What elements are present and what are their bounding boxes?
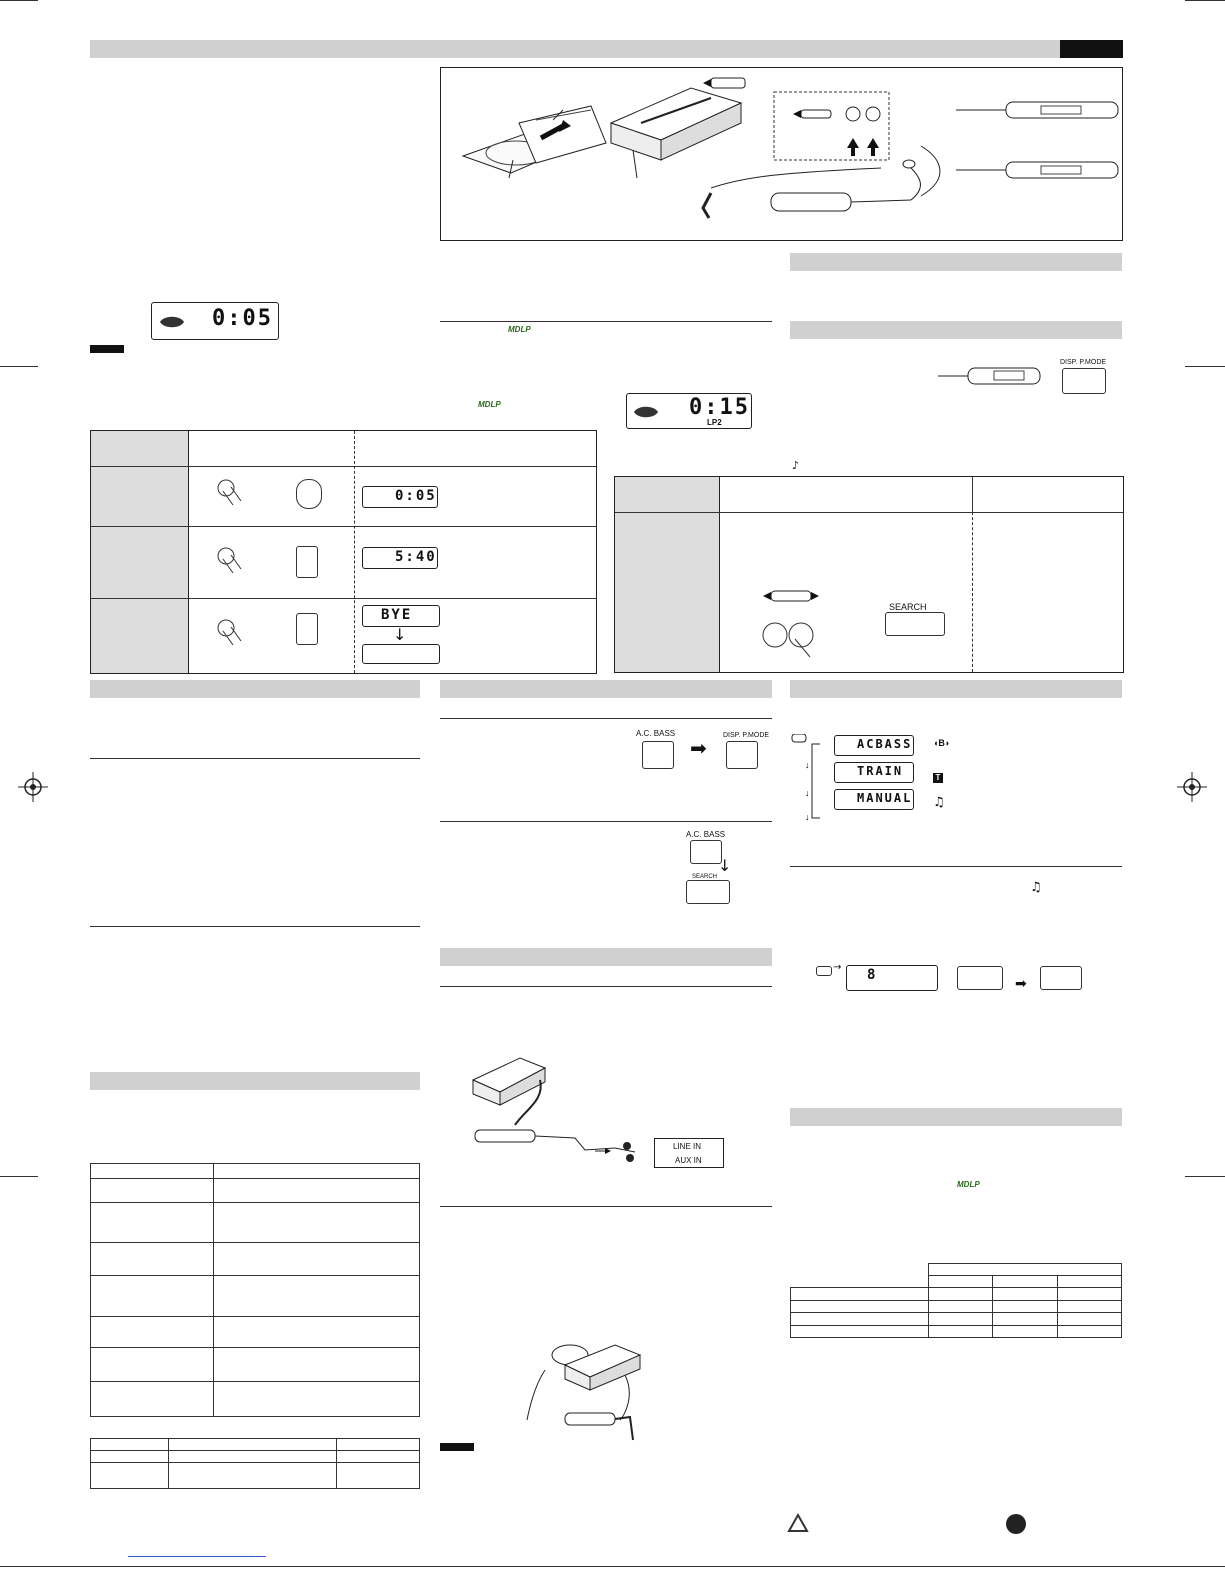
mode-display-train: [834, 762, 914, 783]
hold-slider-icon: [759, 587, 823, 607]
table-cell: [91, 1463, 169, 1489]
ac-bass-label: A.C. BASS: [636, 729, 676, 738]
disp-pmode-label: DISP. P.MODE: [723, 732, 770, 739]
table-cell: [928, 1325, 993, 1338]
mdlp-logo: MDLP: [478, 400, 501, 409]
play-press-icon: [213, 615, 247, 649]
row-divider: [91, 526, 596, 527]
eq-display: [846, 965, 938, 991]
table-cell: [214, 1317, 420, 1348]
registration-mark-icon: [18, 772, 48, 802]
section-divider: [790, 866, 1122, 867]
table-cell: [169, 1463, 337, 1489]
section-divider: [440, 1206, 772, 1207]
search-button-icon: [686, 880, 730, 904]
table-cell: [91, 1276, 214, 1317]
table-cell: [91, 1179, 214, 1203]
dashed-divider: [354, 431, 355, 673]
table-cell: [928, 1264, 1122, 1276]
note2-icon: ♫: [933, 795, 945, 810]
table-cell: [928, 1300, 993, 1313]
crop-mark: [1185, 0, 1225, 1]
section-header-bar: [790, 321, 1122, 339]
stop-button-icon: [296, 613, 318, 645]
header-divider: [972, 477, 973, 512]
crop-mark: [0, 1176, 38, 1177]
table-cell: [1057, 1300, 1122, 1313]
registration-mark-icon: [1177, 772, 1207, 802]
svg-text:↓: ↓: [805, 788, 810, 798]
mdlp-logo: MDLP: [508, 325, 531, 334]
table-col-header: [615, 477, 720, 672]
table-cell: [337, 1463, 420, 1489]
table-cell: [993, 1276, 1058, 1288]
section-header-bar: [440, 948, 772, 966]
table-cell: [91, 1348, 214, 1382]
section-divider: [90, 758, 420, 759]
display-lp2-time: 0:15: [689, 395, 750, 420]
troubleshooting-table: [90, 1163, 420, 1417]
eq-band: 8: [867, 967, 878, 983]
mode-text: MANUAL: [857, 791, 913, 805]
table-cell: [214, 1164, 420, 1179]
table-cell: [791, 1288, 929, 1301]
crop-mark: [0, 0, 38, 1]
svg-text:↓: ↓: [805, 760, 810, 770]
table-cell: [791, 1264, 929, 1276]
table-cell: [1057, 1313, 1122, 1326]
header-bar: [90, 40, 1060, 58]
disp-button-icon: [816, 966, 832, 976]
search-table: [614, 476, 1124, 673]
row-divider: [91, 598, 596, 599]
operation-table: [90, 430, 597, 674]
section-header-bar: [440, 680, 772, 698]
mode-display-manual: [834, 789, 914, 810]
lcd-blank: [362, 644, 440, 664]
svg-text:↓: ↓: [805, 812, 810, 822]
search-label: SEARCH: [692, 874, 718, 880]
t-icon: T: [933, 773, 943, 783]
table-cell: [169, 1451, 337, 1463]
search-button-icon: [885, 612, 945, 636]
mode-display-acbass: [834, 735, 914, 756]
table-cell: [791, 1313, 929, 1326]
battery-case-diagram: [515, 1335, 675, 1455]
section-header-bar: [790, 253, 1122, 271]
crop-mark: [1185, 1176, 1225, 1177]
section-header-bar: [90, 1072, 420, 1090]
play-button-icon: [296, 479, 322, 509]
down-arrow-icon: ↓: [393, 625, 407, 644]
section-header-bar: [790, 1108, 1122, 1126]
right-arrow-icon: ➡: [690, 736, 707, 760]
display-bye: BYE: [381, 607, 413, 623]
table-cell: [337, 1451, 420, 1463]
player-illustration: [441, 68, 1122, 240]
mode-text: TRAIN: [857, 764, 904, 778]
header-tab: [1060, 40, 1123, 58]
remote-control-icon: [938, 362, 1042, 392]
table-cell: [91, 1164, 214, 1179]
table-col-header: [91, 431, 189, 673]
table-cell: [993, 1325, 1058, 1338]
table-cell: [214, 1382, 420, 1417]
mdlp-logo: MDLP: [957, 1180, 980, 1189]
table-cell: [993, 1288, 1058, 1301]
lcd-play: [362, 486, 438, 508]
play-press-icon: [213, 543, 247, 577]
table-cell: [91, 1382, 214, 1417]
section-divider: [440, 986, 772, 987]
dashed-divider: [972, 512, 973, 672]
note-label-box: [440, 1443, 474, 1451]
search-label: SEARCH: [889, 602, 927, 612]
table-cell: [337, 1439, 420, 1451]
row-divider: [91, 466, 596, 467]
skip-press-icon: [755, 617, 825, 661]
right-arrow-icon: →: [833, 962, 842, 973]
table-cell: [791, 1300, 929, 1313]
table-cell: [214, 1276, 420, 1317]
section-divider: [90, 926, 420, 927]
line-in-label: LINE IN: [673, 1142, 702, 1151]
table-cell: [928, 1276, 993, 1288]
row-divider: [615, 512, 1123, 513]
volume-buttons-icon: [1040, 966, 1082, 990]
lcd-stop: [362, 547, 438, 569]
table-cell: [928, 1288, 993, 1301]
section-header-bar: [90, 680, 420, 698]
overview-illustration: [440, 67, 1123, 241]
table-cell: [1057, 1325, 1122, 1338]
table-cell: [91, 1451, 169, 1463]
display-lp2-mode: LP2: [707, 418, 722, 427]
display-stop-time: 5:40: [395, 549, 437, 565]
bass-icon: ◖B◗: [933, 738, 951, 748]
crop-mark: [0, 1566, 1225, 1567]
note-icon: ♪: [792, 459, 800, 472]
recycle-logo-icon: [787, 1513, 809, 1535]
table-cell: [791, 1276, 929, 1288]
play-press-icon: [213, 475, 247, 509]
table-cell: [214, 1179, 420, 1203]
table-cell: [993, 1300, 1058, 1313]
note2-icon: ♫: [1030, 880, 1042, 895]
lcd-display-time: [151, 302, 279, 340]
crop-mark: [0, 366, 38, 367]
table-cell: [91, 1243, 214, 1276]
table-cell: [928, 1313, 993, 1326]
skip-buttons-icon: [957, 966, 1003, 990]
section-header-bar: [790, 680, 1122, 698]
display-play-time: 0:05: [395, 488, 437, 504]
disp-pmode-button-icon: [726, 741, 758, 769]
mode-text: ACBASS: [857, 737, 913, 751]
table-cell: [91, 1439, 169, 1451]
right-arrow-icon: ➡: [1015, 976, 1027, 992]
footer-link-line: [128, 1556, 266, 1557]
page-number-circle: [1006, 1514, 1026, 1534]
recording-time-table: [790, 1263, 1122, 1338]
stop-button-icon: [296, 546, 318, 578]
disp-pmode-label: DISP. P.MODE: [1060, 359, 1107, 366]
crop-mark: [1185, 366, 1225, 367]
disc-rotation-icon: [158, 313, 186, 331]
section-divider: [440, 321, 772, 322]
table-cell: [91, 1317, 214, 1348]
aux-in-label: AUX IN: [675, 1156, 702, 1165]
display-time: 0:05: [212, 306, 273, 331]
lcd-bye: [362, 605, 440, 627]
down-arrow-icon: ↓: [718, 856, 732, 875]
table-cell: [214, 1203, 420, 1243]
disp-pmode-button-icon: [1062, 368, 1106, 394]
section-divider: [440, 718, 772, 719]
table-cell: [214, 1243, 420, 1276]
bottom-table: [90, 1438, 420, 1489]
table-cell: [169, 1439, 337, 1451]
note-label-box: [90, 345, 124, 353]
mode-bracket: [790, 734, 830, 824]
table-cell: [214, 1348, 420, 1382]
ac-bass-label: A.C. BASS: [686, 830, 726, 839]
lcd-display-lp2: [626, 393, 752, 429]
table-cell: [1057, 1276, 1122, 1288]
table-cell: [993, 1313, 1058, 1326]
disc-rotation-icon: [632, 403, 660, 421]
ac-bass-button-icon: [642, 741, 674, 769]
table-cell: [1057, 1288, 1122, 1301]
table-cell: [791, 1325, 929, 1338]
table-cell: [91, 1203, 214, 1243]
section-divider: [440, 821, 772, 822]
amplifier-box: [654, 1138, 724, 1168]
